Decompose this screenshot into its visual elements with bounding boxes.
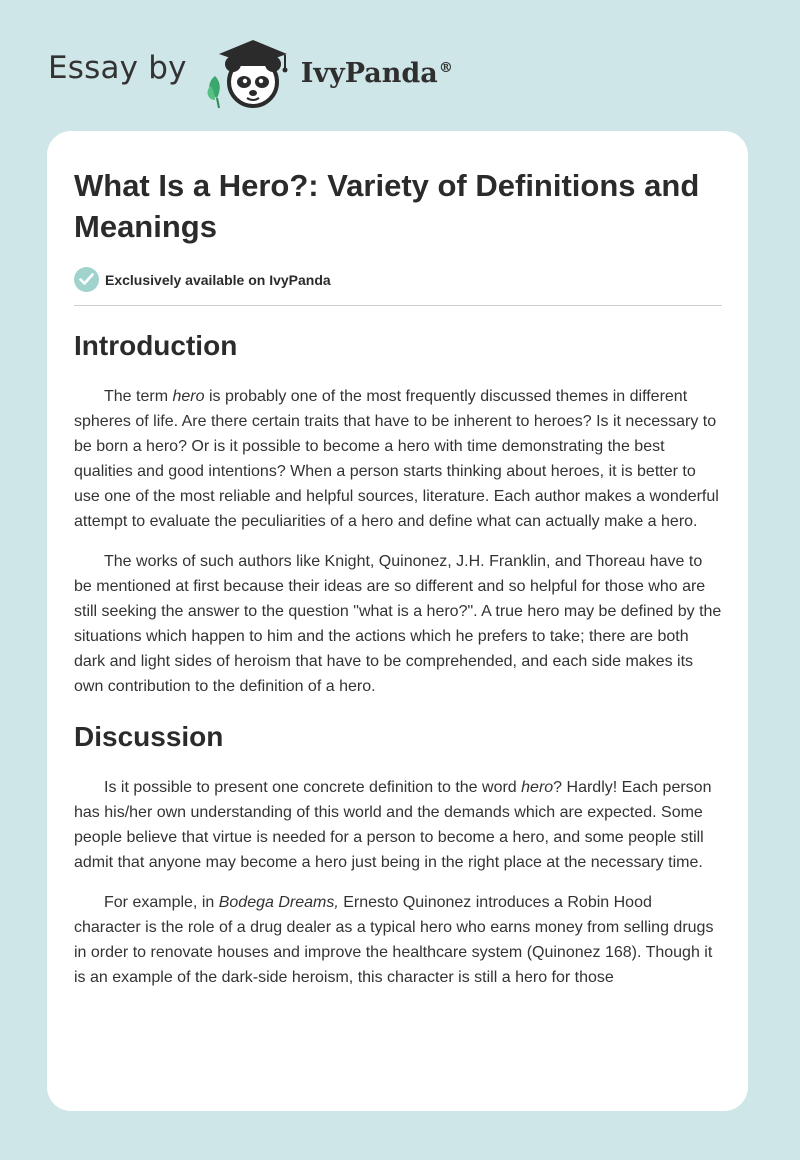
section-heading: Introduction [74, 330, 238, 361]
article-card [47, 131, 748, 1111]
section-introduction [74, 328, 722, 699]
paragraph: For example, in Bodega Dreams, Ernesto Quinonez introduces a Robin Hood character is the role of a drug dealer as a typical hero who earns money from selling drugs in order to renovate houses and improve the healthcare system (Quinonez 168). Though it is an example of the dark-side heroism, this character is still a hero for those [74, 894, 714, 986]
site-header [48, 34, 468, 110]
registered-mark: ® [438, 59, 453, 76]
brand-prefix: Essay by [48, 50, 187, 86]
book-title: Bodega Dreams, [218, 894, 339, 911]
badge-text: Exclusively available on IvyPanda [105, 271, 331, 288]
article-title: What Is a Hero?: Variety of Definitions and Meanings [74, 168, 700, 244]
section-discussion [74, 719, 722, 990]
section-heading: Discussion [74, 721, 224, 752]
emphasis-text: hero [521, 779, 554, 796]
paragraph: The term hero is probably one of the most frequently discussed themes in different spheres of life. Are there certain traits that have to be inherent to heroes? Is it necessary to be born a hero? Or is it possible to become a hero with time demonstrating the best qualities and good intentions? When a person starts thinking about heroes, it is better to use one of the most reliable and helpful sources, literature. Each author makes a wonderful attempt to evaluate the peculiarities of a hero and define what can actually make a hero. [74, 388, 719, 530]
emphasis-text: hero [172, 388, 205, 405]
panda-graduation-cap-logo-icon[interactable] [201, 34, 297, 110]
brand-name[interactable]: IvyPanda® [300, 57, 453, 89]
leaf-icon [207, 76, 219, 108]
paragraph: Is it possible to present one concrete definition to the word hero? Hardly! Each person has his/her own understanding of this world and the demands which are expected. Some people believe that virtue is needed for a person to become a hero, and some people still admit that anyone may become a hero just being in the right place at the necessary time. [74, 779, 712, 871]
check-icon [74, 267, 99, 292]
paragraph: The works of such authors like Knight, Quinonez, J.H. Franklin, and Thoreau have to be mentioned at first because their ideas are so different and so helpful for those who are still seeking the answer to the question "what is a hero?". A true hero may be defined by the situations which happen to him and the actions which he prefers to take; there are both dark and light sides of heroism that have to be comprehended, and each side makes its own contribution to the definition of a hero. [74, 553, 722, 695]
exclusive-badge [74, 267, 722, 306]
